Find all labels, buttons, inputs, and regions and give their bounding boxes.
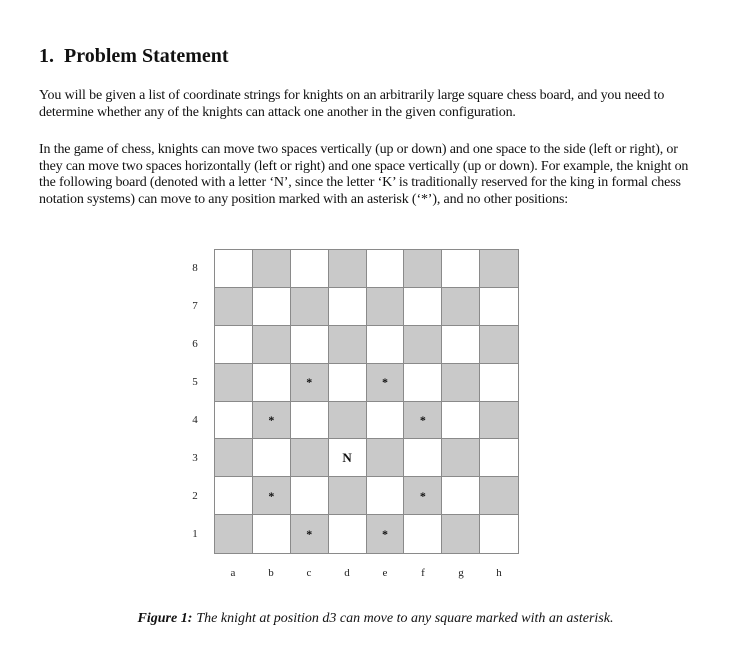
rank-label: 7 (192, 300, 198, 312)
file-label: g (458, 567, 464, 579)
rank-label: 2 (192, 490, 198, 502)
square-b4 (253, 402, 291, 440)
square-f5 (404, 364, 442, 402)
square-a3 (215, 439, 253, 477)
target-asterisk: * (381, 527, 388, 542)
section-heading (39, 44, 229, 68)
square-d6 (329, 326, 367, 364)
rank-label: 3 (192, 452, 198, 464)
file-label: d (344, 567, 350, 579)
target-asterisk: * (268, 488, 275, 503)
square-d1 (329, 515, 367, 553)
square-c7 (291, 288, 329, 326)
square-f1 (404, 515, 442, 553)
square-h6 (480, 326, 518, 364)
square-g3 (442, 439, 480, 477)
square-c8 (291, 250, 329, 288)
square-f7 (404, 288, 442, 326)
square-h8 (480, 250, 518, 288)
file-label: a (230, 567, 236, 579)
square-g1 (442, 515, 480, 553)
square-g7 (442, 288, 480, 326)
square-g5 (442, 364, 480, 402)
square-h7 (480, 288, 518, 326)
square-d5 (329, 364, 367, 402)
square-e8 (367, 250, 405, 288)
square-e4 (367, 402, 405, 440)
figure-label: Figure 1: (137, 611, 193, 626)
square-h3 (480, 439, 518, 477)
square-e7 (367, 288, 405, 326)
square-g2 (442, 477, 480, 515)
square-f2 (404, 477, 442, 515)
square-a4 (215, 402, 253, 440)
square-e5 (367, 364, 405, 402)
square-d8 (329, 250, 367, 288)
square-c1 (291, 515, 329, 553)
square-a7 (215, 288, 253, 326)
rank-label: 6 (192, 338, 198, 350)
square-f6 (404, 326, 442, 364)
square-e6 (367, 326, 405, 364)
target-asterisk: * (419, 412, 426, 427)
figure-caption-text: The knight at position d3 can move to any square marked with an asterisk. (196, 611, 614, 626)
square-g6 (442, 326, 480, 364)
square-c2 (291, 477, 329, 515)
square-f3 (404, 439, 442, 477)
target-asterisk: * (381, 375, 388, 390)
square-c3 (291, 439, 329, 477)
file-label: e (382, 567, 388, 579)
square-a8 (215, 250, 253, 288)
file-label: b (268, 567, 274, 579)
target-asterisk: * (306, 527, 313, 542)
file-label: h (496, 567, 502, 579)
figure-caption (0, 611, 751, 627)
rank-label: 4 (192, 414, 198, 426)
square-a2 (215, 477, 253, 515)
section-title: Problem Statement (64, 45, 229, 67)
rank-label: 5 (192, 376, 198, 388)
file-label: c (306, 567, 312, 579)
target-asterisk: * (419, 488, 426, 503)
square-b7 (253, 288, 291, 326)
rank-label: 8 (192, 262, 198, 274)
square-g8 (442, 250, 480, 288)
file-label: f (421, 567, 425, 579)
square-e1 (367, 515, 405, 553)
square-h5 (480, 364, 518, 402)
square-h4 (480, 402, 518, 440)
square-b2 (253, 477, 291, 515)
square-g4 (442, 402, 480, 440)
square-d4 (329, 402, 367, 440)
square-c5 (291, 364, 329, 402)
square-h1 (480, 515, 518, 553)
square-a5 (215, 364, 253, 402)
square-b1 (253, 515, 291, 553)
square-c6 (291, 326, 329, 364)
square-d7 (329, 288, 367, 326)
square-b5 (253, 364, 291, 402)
square-a1 (215, 515, 253, 553)
square-h2 (480, 477, 518, 515)
square-b6 (253, 326, 291, 364)
target-asterisk: * (268, 412, 275, 427)
square-f4 (404, 402, 442, 440)
paragraph-intro: You will be given a list of coordinate strings for knights on an arbitrarily large square chess board, and you need to determine whether any of the knights can attack one another in the given configuration. (39, 88, 665, 120)
square-b3 (253, 439, 291, 477)
paragraph-knight-moves: In the game of chess, knights can move two spaces vertically (up or down) and one space to the side (left or right), or they can move two spaces horizontally (left or right) and one space vertically (up or down). For example, the knight on the following board (denoted with a letter ‘N’, since the letter ‘K’ is traditionally reserved for the king in formal chess notation systems) can move to any position marked with an asterisk (‘*’), and no other positions: (39, 142, 689, 207)
square-b8 (253, 250, 291, 288)
section-number: 1. (39, 45, 54, 67)
target-asterisk: * (306, 375, 313, 390)
chess-board (214, 249, 519, 554)
square-e2 (367, 477, 405, 515)
knight-piece: N (342, 449, 352, 465)
square-c4 (291, 402, 329, 440)
square-f8 (404, 250, 442, 288)
square-d3 (329, 439, 367, 477)
square-a6 (215, 326, 253, 364)
square-d2 (329, 477, 367, 515)
square-e3 (367, 439, 405, 477)
rank-label: 1 (192, 528, 198, 540)
